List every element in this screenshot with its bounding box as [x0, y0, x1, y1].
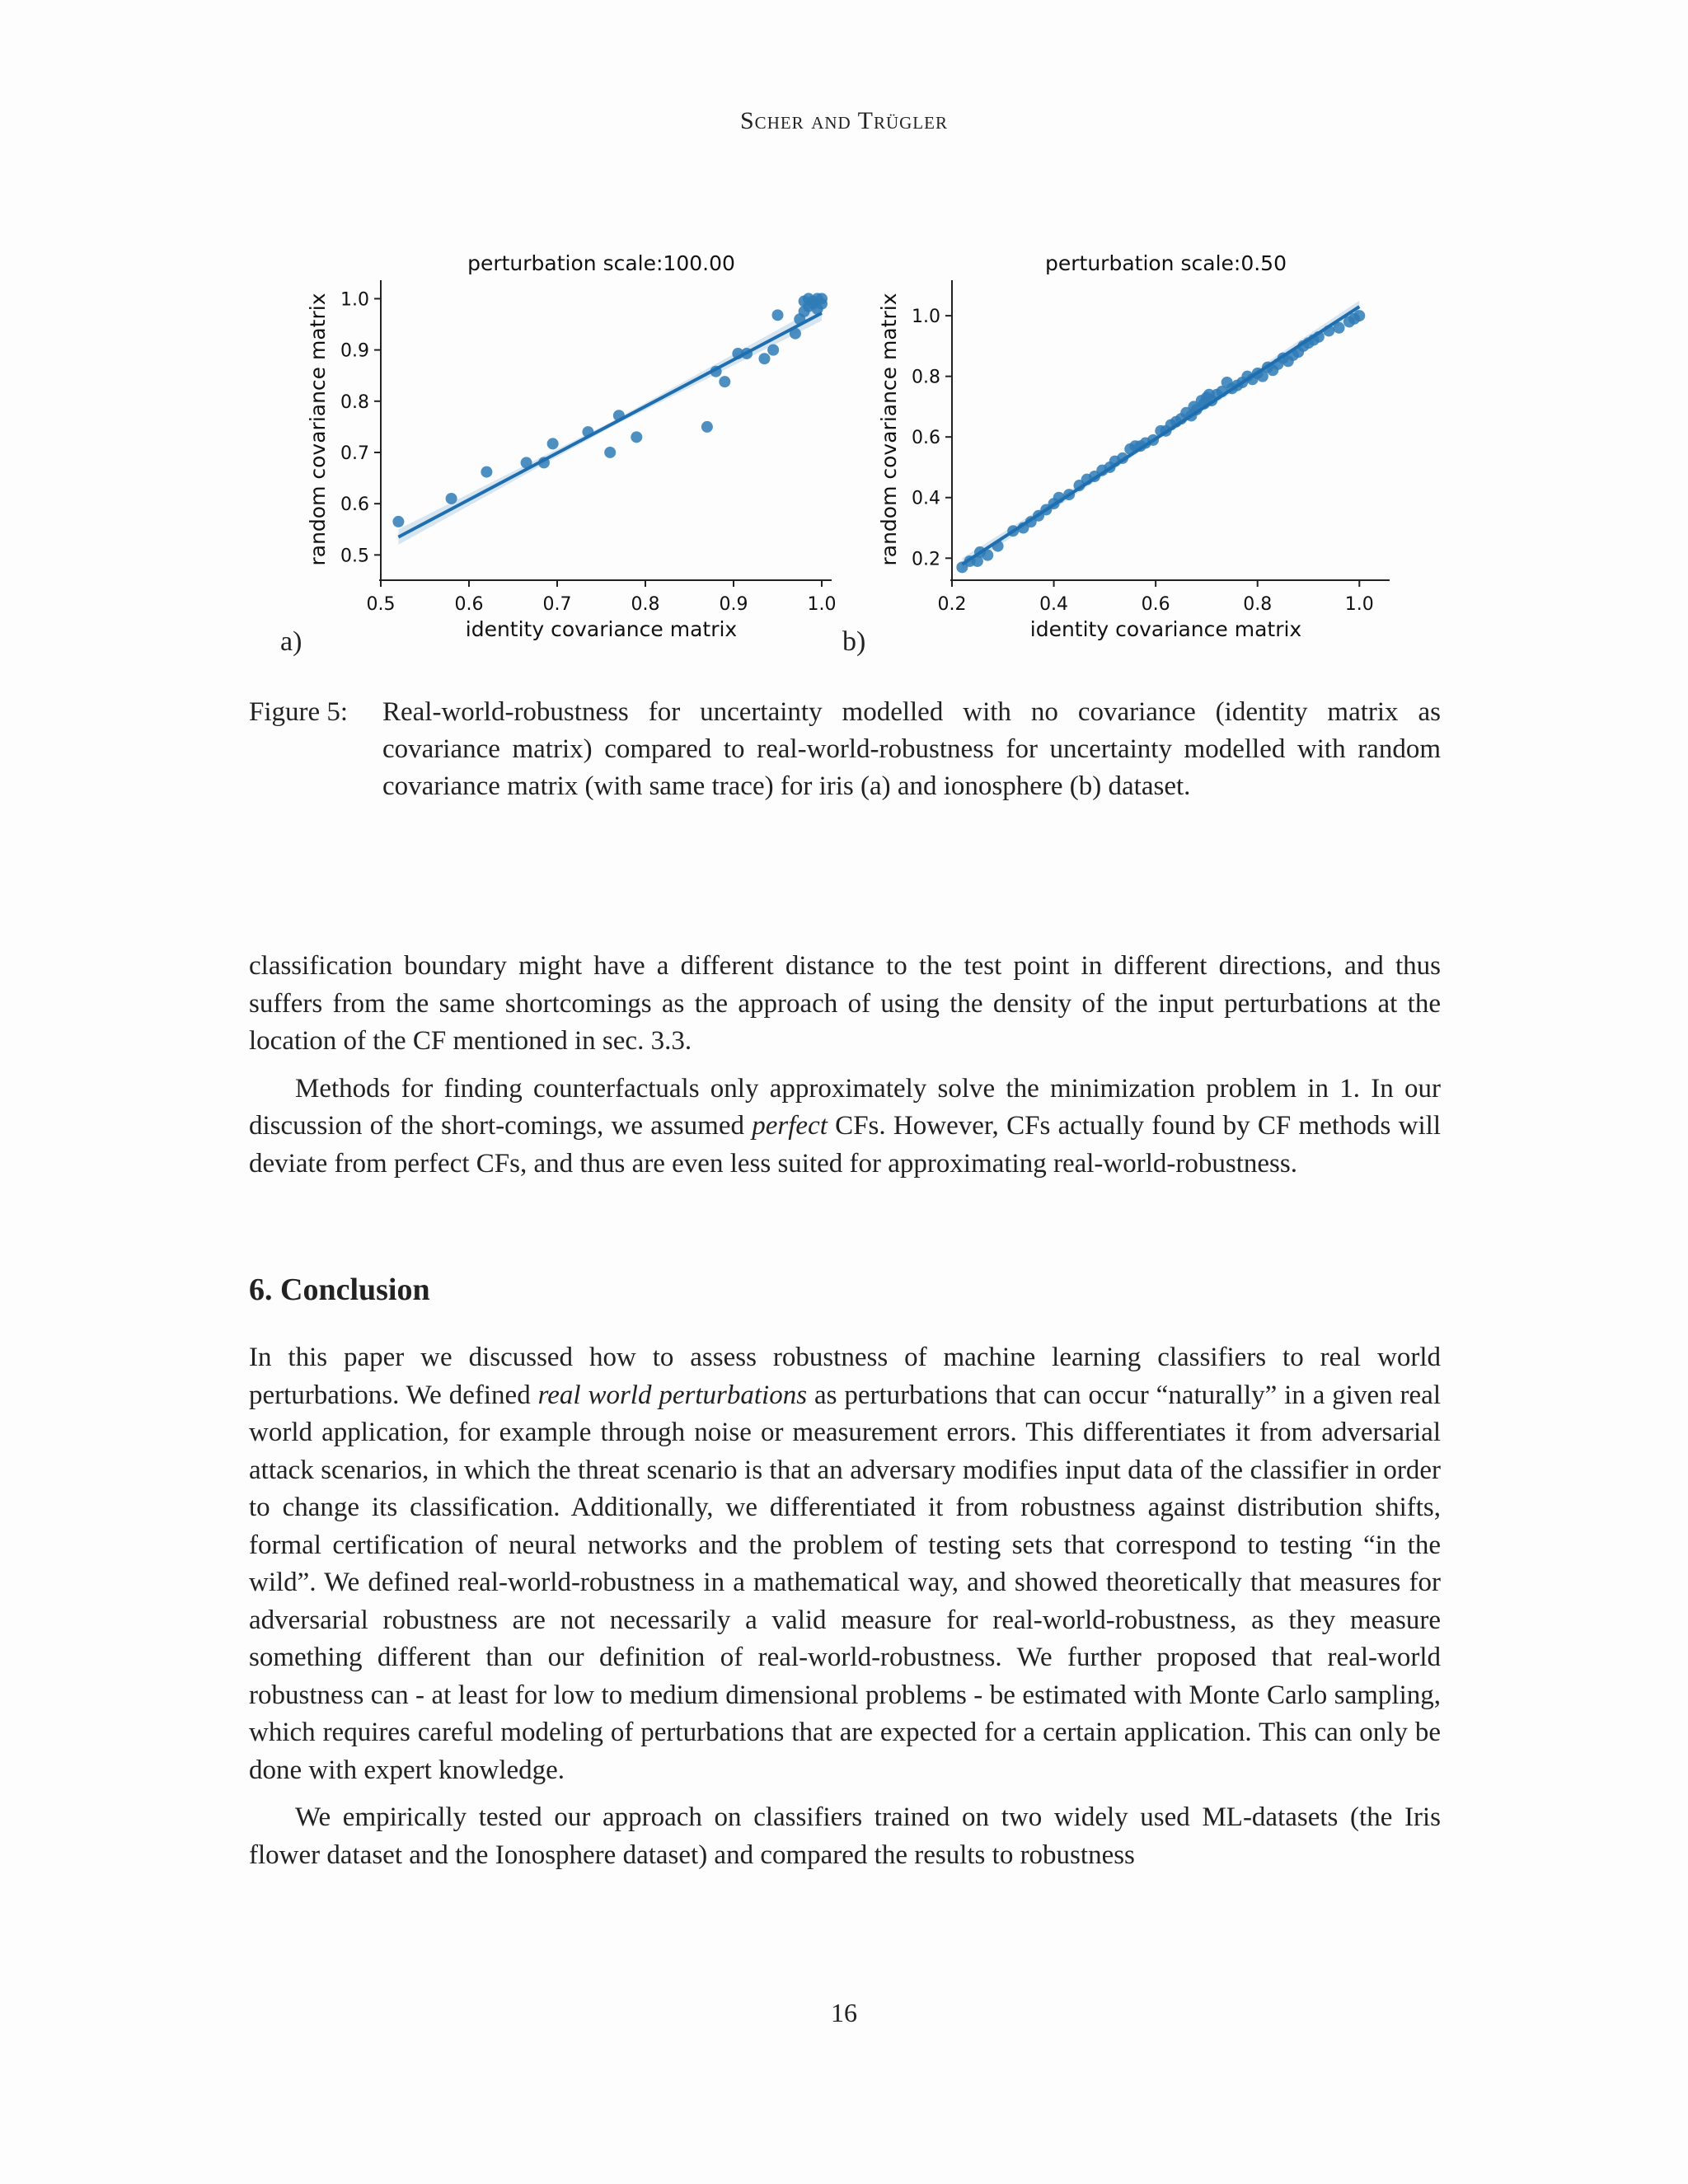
figure-caption: [249, 694, 1441, 805]
chart-title: perturbation scale:100.00: [467, 251, 735, 275]
chart-b-ionosphere: [844, 239, 1688, 668]
panel-b-label: b): [842, 626, 866, 657]
page-number: 16: [831, 1998, 857, 2027]
x-tick-label: 0.8: [1243, 594, 1273, 615]
data-point: [547, 438, 559, 449]
y-axis-label: random covariance matrix: [877, 293, 901, 566]
y-tick-label: 1.0: [340, 289, 369, 311]
y-tick-label: 0.4: [912, 488, 940, 509]
y-tick-label: 0.8: [912, 367, 940, 388]
y-tick-label: 0.5: [340, 546, 369, 567]
x-axis-label: identity covariance matrix: [465, 617, 738, 641]
running-header: Scher and Trügler: [740, 107, 948, 134]
body-upper: [249, 948, 1441, 1193]
chart-a-iris: [0, 239, 844, 668]
paragraph-3-emphasis: real world perturbations: [537, 1380, 808, 1410]
data-point: [816, 293, 828, 304]
x-tick-label: 0.2: [937, 594, 967, 615]
paragraph-2-part-a: Methods for finding counterfactuals only approximately solve the minimization problem in 1. In our discussion of the short-comings, we assumed: [249, 1073, 1441, 1141]
panel-a-label: a): [280, 626, 302, 657]
data-point: [631, 431, 642, 443]
paragraph-1: classification boundary might have a different distance to the test point in different directions, and thus suffers from the same shortcomings as the approach of using the density of the input perturbations at the location of the CF mentioned in sec. 3.3.: [249, 951, 1441, 1056]
data-point: [772, 309, 784, 321]
paragraph-2-emphasis: perfect: [752, 1111, 828, 1141]
data-point: [446, 493, 457, 504]
x-axis-label: identity covariance matrix: [1029, 617, 1302, 641]
data-point: [701, 421, 713, 433]
data-point: [392, 516, 404, 527]
caption-text: Real-world-robustness for uncertainty modelled with no covariance (identity matrix as covariance matrix) compared to real-world-robustness for uncertainty modelled with random covariance matrix (with same trace) for iris (a) and ionosphere (b) dataset.: [382, 697, 1441, 801]
paragraph-3: [249, 1339, 1441, 1789]
y-tick-label: 0.8: [340, 391, 369, 413]
x-tick-label: 0.4: [1039, 594, 1069, 615]
x-tick-label: 0.9: [719, 594, 748, 615]
data-point: [1353, 310, 1365, 321]
y-tick-label: 0.6: [340, 494, 369, 516]
regression-line: [398, 313, 822, 537]
data-point: [719, 376, 730, 387]
data-point: [767, 344, 779, 356]
x-tick-label: 0.7: [542, 594, 572, 615]
paragraph-2: [249, 1071, 1441, 1183]
x-tick-label: 0.6: [454, 594, 484, 615]
y-tick-label: 0.2: [912, 549, 940, 570]
body-lower: [249, 1339, 1441, 1884]
paragraph-3-part-b: as perturbations that can occur “naturally” in a given real world application, for example through noise or measurement errors. This differentiates it from adversarial attack scenarios, in which the threat scenario is that an adversary modifies input data of the classifier in order to change its classification. Additionally, we differentiated it from robustness against distribution shifts, formal certification of neural networks and the problem of testing sets that correspond to testing “in the wild”. We defined real-world-robustness in a mathematical way, and showed theoretically that measures for adversarial robustness are not necessarily a valid measure for real-world-robustness, as they measure something different than our definition of real-world-robustness. We further proposed that real-world robustness can - at least for low to medium dimensional problems - be estimated with Monte Carlo sampling, which requires careful modeling of perturbations that are expected for a certain application. This can only be done with expert knowledge.: [249, 1380, 1441, 1785]
section-heading-conclusion: 6. Conclusion: [249, 1272, 430, 1307]
x-tick-label: 0.6: [1141, 594, 1170, 615]
data-point: [481, 466, 492, 478]
data-point: [604, 447, 616, 458]
paragraph-4: We empirically tested our approach on classifiers trained on two widely used ML-datasets (the Iris flower dataset and the Ionosphere dataset) and compared the results to robustness: [249, 1802, 1441, 1870]
x-tick-label: 0.5: [366, 594, 396, 615]
paragraph-3-part-a: In this paper we discussed how to assess robustness of machine learning classifiers to real world perturbations. We defined: [249, 1343, 1441, 1410]
paragraph-2-part-b: CFs. However, CFs actually found by CF methods will deviate from perfect CFs, and thus are even less suited for approximating real-world-robustness.: [249, 1111, 1442, 1179]
x-tick-label: 1.0: [1344, 594, 1374, 615]
y-axis-label: random covariance matrix: [306, 293, 330, 566]
y-tick-label: 0.6: [912, 428, 940, 449]
caption-label: Figure 5:: [249, 697, 349, 727]
x-tick-label: 1.0: [807, 594, 837, 615]
figure-5: [0, 239, 1688, 676]
x-tick-label: 0.8: [631, 594, 660, 615]
regression-line: [962, 307, 1359, 565]
y-tick-label: 1.0: [912, 307, 940, 328]
data-point: [758, 353, 770, 364]
chart-title: perturbation scale:0.50: [1045, 251, 1287, 275]
y-tick-label: 0.7: [340, 443, 369, 464]
y-tick-label: 0.9: [340, 340, 369, 362]
